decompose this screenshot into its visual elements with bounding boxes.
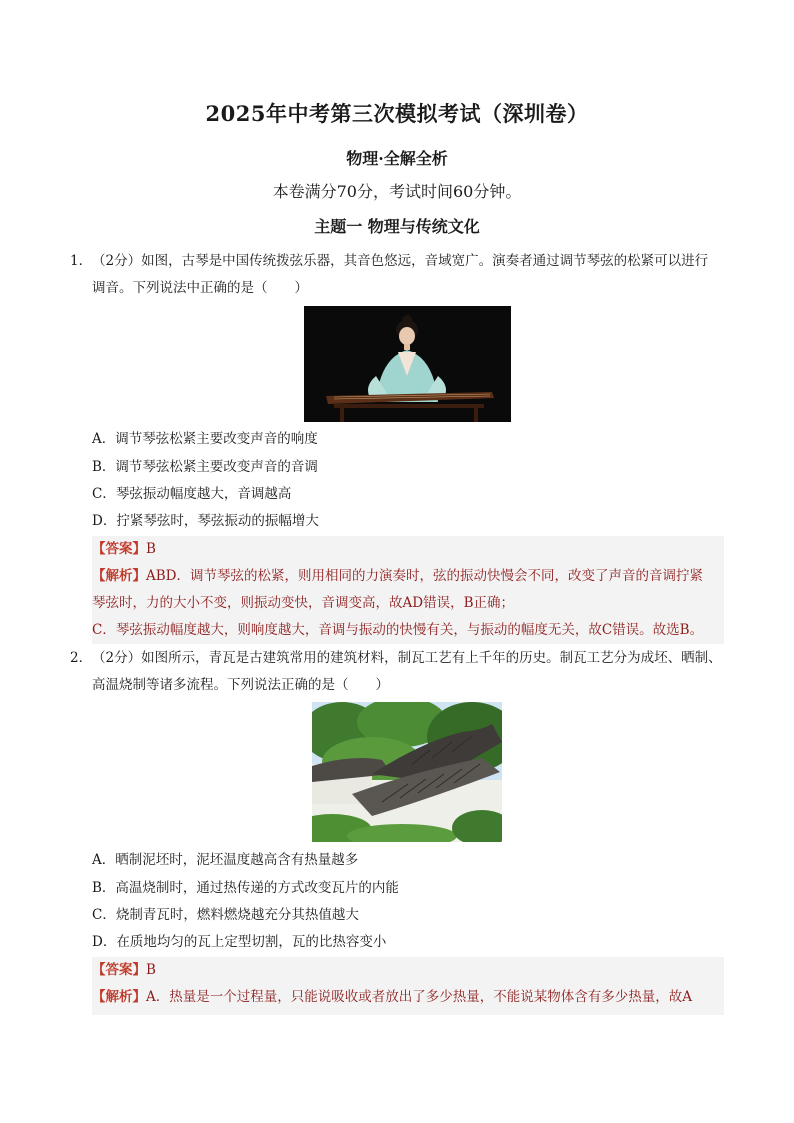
question-1-line1: （2分）如图，古琴是中国传统拨弦乐器，其音色悠远，音域宽广。演奏者通过调节琴弦的松紧可以进行 bbox=[92, 253, 709, 269]
question-1-option-b: B．调节琴弦松紧主要改变声音的音调 bbox=[92, 459, 318, 475]
guqin-player-image bbox=[304, 306, 511, 422]
question-2-answer: 【答案】B bbox=[92, 962, 156, 978]
question-1-option-a: A．调节琴弦松紧主要改变声音的响度 bbox=[92, 431, 318, 447]
question-2-answer-block bbox=[92, 957, 724, 1015]
question-2-option-a: A．晒制泥坯时，泥坯温度越高含有热量越多 bbox=[92, 852, 359, 868]
section-title: 主题一 物理与传统文化 bbox=[314, 217, 480, 236]
question-1-number: 1． bbox=[70, 253, 93, 269]
question-1-analysis-2: 琴弦时，力的大小不变，则振动变快，音调变高，故AD错误，B正确； bbox=[92, 595, 514, 611]
page-subtitle: 物理·全解全析 bbox=[346, 149, 448, 168]
question-1-stem bbox=[70, 248, 726, 302]
question-2-number: 2． bbox=[70, 650, 93, 666]
question-2-analysis-1: 【解析】A．热量是一个过程量，只能说吸收或者放出了多少热量，不能说某物体含有多少热量，故A bbox=[92, 989, 692, 1005]
question-1-answer: 【答案】B bbox=[92, 541, 156, 557]
question-1-option-d: D．拧紧琴弦时，琴弦振动的振幅增大 bbox=[92, 513, 319, 529]
question-2-stem bbox=[70, 645, 726, 699]
question-1-analysis-1: 【解析】ABD．调节琴弦的松紧，则用相同的力演奏时，弦的振动快慢会不同，改变了声音的音调拧紧 bbox=[92, 568, 703, 584]
question-2-option-b: B．高温烧制时，通过热传递的方式改变瓦片的内能 bbox=[92, 880, 399, 896]
question-1-line2: 调音。下列说法中正确的是（ ） bbox=[92, 280, 308, 296]
question-2-option-c: C．烧制青瓦时，燃料燃烧越充分其热值越大 bbox=[92, 907, 359, 923]
exam-info: 本卷满分70分，考试时间60分钟。 bbox=[272, 182, 522, 201]
question-2-option-d: D．在质地均匀的瓦上定型切割，瓦的比热容变小 bbox=[92, 934, 387, 950]
question-2-line2: 高温烧制等诸多流程。下列说法正确的是（ ） bbox=[92, 677, 389, 693]
question-1-analysis-3: C．琴弦振动幅度越大，则响度越大，音调与振动的快慢有关，与振动的幅度无关，故C错误。故选B。 bbox=[92, 622, 704, 638]
question-1-answer-block bbox=[92, 536, 724, 644]
question-2-line1: （2分）如图所示，青瓦是古建筑常用的建筑材料，制瓦工艺有上千年的历史。制瓦工艺分为成坯、晒制、 bbox=[92, 650, 722, 666]
tile-roof-image bbox=[312, 702, 502, 842]
page-title: 2025年中考第三次模拟考试（深圳卷） bbox=[205, 101, 589, 126]
question-1-option-c: C．琴弦振动幅度越大，音调越高 bbox=[92, 486, 292, 502]
